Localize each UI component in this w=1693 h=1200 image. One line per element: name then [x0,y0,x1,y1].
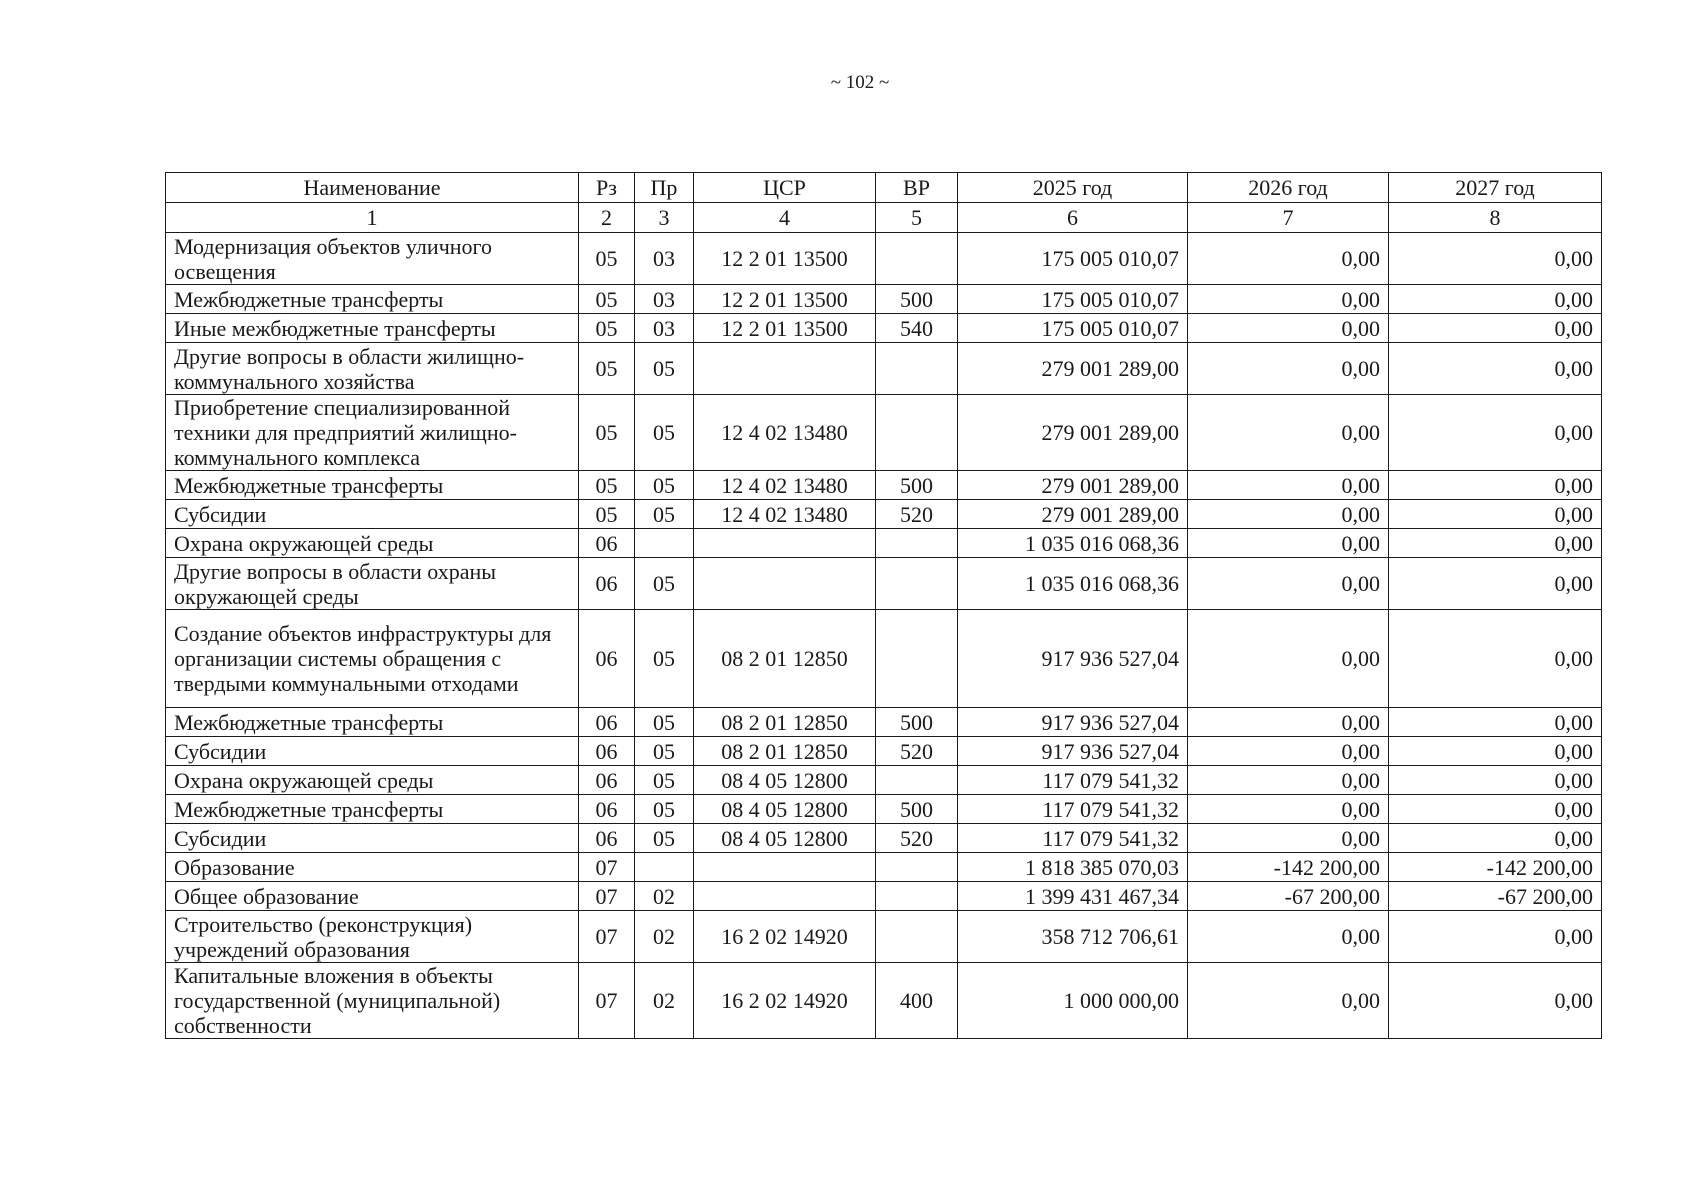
row-csr [694,529,876,558]
row-name: Субсидии [166,824,579,853]
budget-table [165,172,1602,1039]
row-pr: 05 [635,558,694,610]
row-pr: 05 [635,795,694,824]
row-2027: 0,00 [1389,285,1602,314]
table-row [166,824,1602,853]
row-2027: -67 200,00 [1389,882,1602,911]
row-name: Охрана окружающей среды [166,766,579,795]
row-vr: 500 [876,708,958,737]
row-name: Охрана окружающей среды [166,529,579,558]
row-2027: 0,00 [1389,395,1602,471]
row-rz: 07 [579,963,635,1039]
row-vr [876,529,958,558]
row-rz: 05 [579,285,635,314]
row-2027: 0,00 [1389,824,1602,853]
row-csr: 12 4 02 13480 [694,395,876,471]
row-rz: 05 [579,395,635,471]
row-name: Другие вопросы в области жилищно-коммунального хозяйства [166,343,579,395]
row-csr: 12 4 02 13480 [694,471,876,500]
row-name: Межбюджетные трансферты [166,708,579,737]
row-2027: 0,00 [1389,233,1602,285]
row-vr: 520 [876,500,958,529]
row-vr [876,610,958,708]
table-row [166,500,1602,529]
table-row [166,529,1602,558]
row-vr [876,233,958,285]
row-2026: 0,00 [1188,285,1389,314]
row-pr: 03 [635,314,694,343]
row-2025: 358 712 706,61 [958,911,1188,963]
row-2025: 279 001 289,00 [958,471,1188,500]
row-csr: 08 2 01 12850 [694,708,876,737]
row-csr [694,853,876,882]
row-name: Субсидии [166,500,579,529]
row-pr: 05 [635,500,694,529]
table-row [166,911,1602,963]
row-vr: 400 [876,963,958,1039]
row-2026: 0,00 [1188,529,1389,558]
row-2025: 1 035 016 068,36 [958,558,1188,610]
row-rz: 06 [579,795,635,824]
table-row [166,233,1602,285]
row-2025: 175 005 010,07 [958,314,1188,343]
row-2025: 917 936 527,04 [958,610,1188,708]
row-2025: 117 079 541,32 [958,795,1188,824]
budget-table-body [166,233,1602,1039]
row-csr: 08 4 05 12800 [694,795,876,824]
row-2025: 279 001 289,00 [958,395,1188,471]
row-2027: 0,00 [1389,314,1602,343]
row-2025: 117 079 541,32 [958,766,1188,795]
row-rz: 06 [579,737,635,766]
header-row [166,173,1602,203]
row-pr: 02 [635,963,694,1039]
row-2026: 0,00 [1188,395,1389,471]
row-vr [876,343,958,395]
row-csr: 12 2 01 13500 [694,285,876,314]
row-csr: 16 2 02 14920 [694,911,876,963]
table-row [166,737,1602,766]
row-vr: 540 [876,314,958,343]
table-row [166,558,1602,610]
table-row [166,708,1602,737]
header-pr: Пр [635,173,694,203]
row-2025: 279 001 289,00 [958,343,1188,395]
row-name: Иные межбюджетные трансферты [166,314,579,343]
row-rz: 05 [579,314,635,343]
table-row [166,343,1602,395]
row-2025: 175 005 010,07 [958,233,1188,285]
row-2027: 0,00 [1389,795,1602,824]
row-pr: 05 [635,471,694,500]
row-pr: 02 [635,882,694,911]
row-2027: 0,00 [1389,529,1602,558]
table-row [166,882,1602,911]
row-2026: 0,00 [1188,500,1389,529]
row-vr [876,558,958,610]
row-2027: -142 200,00 [1389,853,1602,882]
row-rz: 07 [579,911,635,963]
row-vr [876,395,958,471]
row-csr: 08 4 05 12800 [694,766,876,795]
row-rz: 06 [579,529,635,558]
row-2025: 117 079 541,32 [958,824,1188,853]
row-2026: 0,00 [1188,766,1389,795]
row-name: Общее образование [166,882,579,911]
row-vr: 500 [876,285,958,314]
row-rz: 06 [579,558,635,610]
row-rz: 05 [579,233,635,285]
row-name: Создание объектов инфраструктуры для организации системы обращения с твердыми коммунальными отходами [166,610,579,708]
row-rz: 05 [579,471,635,500]
header-vr: ВР [876,173,958,203]
header-csr: ЦСР [694,173,876,203]
row-2025: 917 936 527,04 [958,708,1188,737]
row-pr: 05 [635,610,694,708]
row-2025: 1 399 431 467,34 [958,882,1188,911]
row-2027: 0,00 [1389,558,1602,610]
row-2026: 0,00 [1188,737,1389,766]
row-2025: 279 001 289,00 [958,500,1188,529]
table-row [166,285,1602,314]
row-2027: 0,00 [1389,610,1602,708]
column-number-row [166,203,1602,233]
row-pr: 05 [635,824,694,853]
row-name: Капитальные вложения в объекты государственной (муниципальной) собственности [166,963,579,1039]
row-2027: 0,00 [1389,708,1602,737]
column-number: 1 [166,203,579,233]
table-row [166,963,1602,1039]
row-pr [635,853,694,882]
row-vr: 520 [876,737,958,766]
row-name: Межбюджетные трансферты [166,795,579,824]
table-row [166,795,1602,824]
column-number: 2 [579,203,635,233]
header-rz: Рз [579,173,635,203]
row-name: Субсидии [166,737,579,766]
row-name: Межбюджетные трансферты [166,285,579,314]
row-2026: -67 200,00 [1188,882,1389,911]
row-csr: 16 2 02 14920 [694,963,876,1039]
header-2025: 2025 год [958,173,1188,203]
column-number: 4 [694,203,876,233]
row-pr: 05 [635,737,694,766]
row-vr [876,766,958,795]
row-2027: 0,00 [1389,911,1602,963]
row-rz: 06 [579,708,635,737]
row-csr [694,882,876,911]
row-vr [876,911,958,963]
row-rz: 06 [579,610,635,708]
row-2026: 0,00 [1188,471,1389,500]
header-2027: 2027 год [1389,173,1602,203]
page-number: ~ 102 ~ [830,72,890,93]
column-number: 5 [876,203,958,233]
table-row [166,610,1602,708]
row-csr: 12 4 02 13480 [694,500,876,529]
row-2026: 0,00 [1188,314,1389,343]
table-row [166,853,1602,882]
row-2025: 917 936 527,04 [958,737,1188,766]
row-2026: 0,00 [1188,233,1389,285]
row-rz: 05 [579,500,635,529]
row-pr: 05 [635,766,694,795]
row-2027: 0,00 [1389,963,1602,1039]
column-number: 8 [1389,203,1602,233]
row-2025: 1 000 000,00 [958,963,1188,1039]
column-number: 7 [1188,203,1389,233]
row-vr: 500 [876,471,958,500]
row-name: Другие вопросы в области охраны окружающей среды [166,558,579,610]
row-2025: 1 035 016 068,36 [958,529,1188,558]
row-rz: 07 [579,882,635,911]
row-csr: 08 4 05 12800 [694,824,876,853]
row-2026: 0,00 [1188,963,1389,1039]
row-csr: 12 2 01 13500 [694,314,876,343]
column-number: 3 [635,203,694,233]
row-csr [694,558,876,610]
row-vr [876,882,958,911]
table-row [166,471,1602,500]
row-name: Образование [166,853,579,882]
row-vr [876,853,958,882]
header-2026: 2026 год [1188,173,1389,203]
row-2026: 0,00 [1188,558,1389,610]
row-2026: 0,00 [1188,343,1389,395]
row-name: Строительство (реконструкция) учреждений образования [166,911,579,963]
row-2026: 0,00 [1188,708,1389,737]
row-2027: 0,00 [1389,500,1602,529]
row-vr: 500 [876,795,958,824]
row-vr: 520 [876,824,958,853]
row-2027: 0,00 [1389,766,1602,795]
row-name: Приобретение специализированной техники для предприятий жилищно-коммунального комплекса [166,395,579,471]
row-2027: 0,00 [1389,737,1602,766]
row-2027: 0,00 [1389,343,1602,395]
row-csr: 12 2 01 13500 [694,233,876,285]
row-pr: 05 [635,395,694,471]
table-row [166,766,1602,795]
column-number: 6 [958,203,1188,233]
row-rz: 07 [579,853,635,882]
row-csr [694,343,876,395]
row-pr: 03 [635,285,694,314]
row-rz: 06 [579,824,635,853]
row-csr: 08 2 01 12850 [694,610,876,708]
row-name: Модернизация объектов уличного освещения [166,233,579,285]
row-pr: 05 [635,708,694,737]
row-rz: 05 [579,343,635,395]
row-pr [635,529,694,558]
row-csr: 08 2 01 12850 [694,737,876,766]
row-2026: 0,00 [1188,911,1389,963]
row-pr: 02 [635,911,694,963]
row-2026: 0,00 [1188,824,1389,853]
header-name: Наименование [166,173,579,203]
table-row [166,395,1602,471]
row-2027: 0,00 [1389,471,1602,500]
row-pr: 05 [635,343,694,395]
row-2025: 1 818 385 070,03 [958,853,1188,882]
table-row [166,314,1602,343]
row-2025: 175 005 010,07 [958,285,1188,314]
row-name: Межбюджетные трансферты [166,471,579,500]
row-pr: 03 [635,233,694,285]
row-2026: 0,00 [1188,795,1389,824]
row-rz: 06 [579,766,635,795]
row-2026: 0,00 [1188,610,1389,708]
row-2026: -142 200,00 [1188,853,1389,882]
